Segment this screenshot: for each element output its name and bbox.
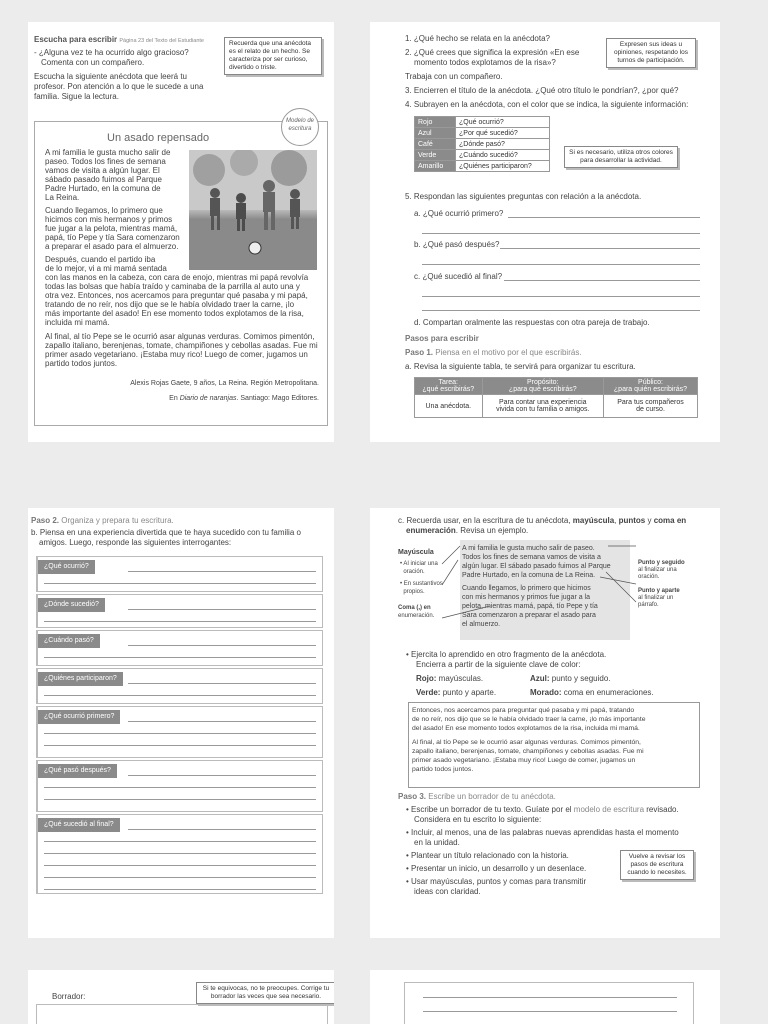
story-line: Al final, al tío Pepe se le ocurrió asar algunas verduras. Comimos pimentón, xyxy=(45,332,315,341)
note-mistakes: Si te equivocas, no te preocupes. Corrige tu borrador las veces que sea necesario. xyxy=(196,982,334,1004)
story-line: fue jugar a la pelota, mientras mamá, xyxy=(45,224,178,233)
answer-line[interactable] xyxy=(44,621,316,622)
question-5b: b. ¿Qué pasó después? xyxy=(414,240,500,249)
example-line: Todos los fines de semana vamos de visita a xyxy=(462,554,601,561)
color-key-table xyxy=(414,116,550,172)
example-line: Padre Hurtado, en la comuna de La Reina. xyxy=(462,572,596,579)
answer-line[interactable] xyxy=(128,609,316,610)
story-line: primer asado vegetariano. ¡Estaba muy rico! Luego de comer, jugamos un xyxy=(45,350,308,359)
label-mayuscula: Mayúscula xyxy=(398,549,434,556)
answer-line[interactable] xyxy=(44,787,316,788)
example-line: pelota, mientras mamá, papá, tío Pepe y tía xyxy=(462,603,598,610)
intro-line-2: profesor. Pon atención a lo que le sucede a una xyxy=(34,82,204,91)
answer-line[interactable] xyxy=(128,571,316,572)
question-4: 4. Subrayen en la anécdota, con el color que se indica, la siguiente información: xyxy=(405,100,689,109)
story-line: Cuando llegamos, lo primero que xyxy=(45,206,163,215)
story-line: todas las bolsas que había traído y caminaba de la parrilla al auto una y xyxy=(45,282,300,291)
fragment-line: del asado! En ese momento todos explotamos de la risa, incluida mi mamá. xyxy=(412,725,640,732)
punctuation-instruction: c. Recuerda usar, en la escritura de tu anécdota, mayúscula, puntos y coma en xyxy=(398,516,687,525)
answer-line[interactable] xyxy=(128,829,316,830)
answer-line[interactable] xyxy=(44,841,316,842)
color-question: ¿Quiénes participaron? xyxy=(456,161,550,172)
story-line: con las manos en la cabeza, con cara de enojo, mientras mi papá revolvía xyxy=(45,273,309,282)
answer-line[interactable] xyxy=(128,721,316,722)
question-1: - ¿Alguna vez te ha ocurrido algo gracioso? xyxy=(34,48,189,57)
answer-line[interactable] xyxy=(44,745,316,746)
answer-line[interactable] xyxy=(44,657,316,658)
question-5a: a. ¿Qué ocurrió primero? xyxy=(414,209,504,218)
draft-area[interactable] xyxy=(36,1004,328,1024)
example-line: Cuando llegamos, lo primero que hicimos xyxy=(462,585,591,592)
fragment-line: zapallo italiano, berenjenas, tomate, champiñones y cebollas asadas. Fue mi xyxy=(412,748,644,755)
answer-box-label: ¿Cuándo pasó? xyxy=(38,634,100,648)
answer-box xyxy=(36,594,323,628)
story-line: zapallo italiano, berenjenas, tomate, champiñones y cebollas asadas. Fue mi xyxy=(45,341,318,350)
question-1: 1. ¿Qué hecho se relata en la anécdota? xyxy=(405,34,550,43)
answer-line[interactable] xyxy=(44,865,316,866)
story-line: La Reina. xyxy=(45,193,80,202)
color-key-row xyxy=(415,161,550,172)
color-key-row xyxy=(415,150,550,161)
example-line: el almuerzo. xyxy=(462,621,501,628)
question-2: 2. ¿Qué crees que significa la expresión «En ese xyxy=(405,48,580,57)
color-question: ¿Dónde pasó? xyxy=(456,139,550,150)
heading-reference: Página 23 del Texto del Estudiante xyxy=(119,38,204,44)
label-punto-aparte-desc: al finalizar un párrafo. xyxy=(638,595,674,608)
example-line: A mi familia le gusta mucho salir de paseo. xyxy=(462,545,595,552)
draft-bullet-3: • Plantear un título relacionado con la historia. xyxy=(406,851,569,860)
story-author: Alexis Rojas Gaete, 9 años, La Reina. Región Metropolitana. xyxy=(130,380,319,387)
draft-bullet-5: • Usar mayúsculas, puntos y comas para transmitir xyxy=(406,877,587,886)
answer-line[interactable] xyxy=(44,799,316,800)
example-line: Sara comenzaron a preparar el asado para xyxy=(462,612,596,619)
answer-line[interactable] xyxy=(128,645,316,646)
color-name: Verde xyxy=(415,150,456,161)
step-2b: b. Piensa en una experiencia divertida que te haya sucedido con tu familia o xyxy=(31,528,301,537)
story-box xyxy=(34,118,328,426)
draft-label: Borrador: xyxy=(52,992,86,1001)
draft-bullet-2: • Incluir, al menos, una de las palabras nuevas aprendidas hasta el momento xyxy=(406,828,679,837)
exercise-instruction-cont: Encierra a partir de la siguiente clave de color: xyxy=(416,660,581,669)
draft-bullet-1-cont: Considera en tu escrito lo siguiente: xyxy=(414,815,542,824)
color-key-row xyxy=(415,128,550,139)
answer-box-label: ¿Qué pasó después? xyxy=(38,764,117,778)
color-question: ¿Cuándo sucedió? xyxy=(456,150,550,161)
writing-plan-table: Tarea: ¿qué escribirás? Propósito: ¿para qué escribirás? Público: ¿para quién escribirás? Una anécdota. Para contar una experiencia vivida con tu familia o amigos. Para tus compañeros de curso. xyxy=(414,377,698,418)
answer-line[interactable] xyxy=(128,775,316,776)
answer-box xyxy=(36,630,323,666)
color-name: Azul xyxy=(415,128,456,139)
story-line: vamos de visita a algún lugar. El xyxy=(45,166,160,175)
answer-box xyxy=(36,556,323,592)
fragment-line: Entonces, nos acercamos para preguntar qué pasaba y mi papá, tratando xyxy=(412,707,635,714)
answer-box-label: ¿Qué ocurrió? xyxy=(38,560,95,574)
question-5d: d. Compartan oralmente las respuestas con otra pareja de trabajo. xyxy=(414,318,650,327)
key-green: Verde: punto y aparte. xyxy=(416,688,497,697)
answer-line[interactable] xyxy=(128,683,316,684)
label-punto-seguido-desc: al finalizar una oración. xyxy=(638,567,677,580)
key-blue: Azul: punto y seguido. xyxy=(530,674,611,683)
story-line: más importante del asado! En ese momento todos explotamos de la risa, xyxy=(45,309,304,318)
draft-bullet-1: • Escribe un borrador de tu texto. Guíate por el modelo de escritura revisado. xyxy=(406,805,679,814)
color-question: ¿Por qué sucedió? xyxy=(456,128,550,139)
story-line: paseo. Todos los fines de semana xyxy=(45,157,166,166)
example-line: con mis hermanos y primos fue jugar a la xyxy=(462,594,590,601)
intro-line-1: Escucha la siguiente anécdota que leerá tu xyxy=(34,72,187,81)
fragment-line: Al final, al tío Pepe se le ocurrió asar algunas verduras. Comimos pimentón, xyxy=(412,739,641,746)
fragment-line: primer asado vegetariano. ¡Estaba muy rico! Luego de comer, jugamos un xyxy=(412,757,636,764)
story-line: partido todos juntos. xyxy=(45,359,118,368)
note-opinions: Expresen sus ideas u opiniones, respetando los turnos de participación. xyxy=(606,38,696,68)
intro-line-3: familia. Sigue la lectura. xyxy=(34,92,119,101)
story-line: a preparar el asado para el almuerzo. xyxy=(45,242,179,251)
label-punto-seguido: Punto y seguido xyxy=(638,560,685,566)
answer-line[interactable] xyxy=(44,733,316,734)
color-key-row xyxy=(415,117,550,128)
page-3 xyxy=(28,508,334,938)
story-line: hicimos con mis hermanos y primos xyxy=(45,215,173,224)
exercise-instruction: • Ejercita lo aprendido en otro fragmento de la anécdota. xyxy=(406,650,607,659)
story-title: Un asado repensado xyxy=(107,132,210,144)
question-3: 3. Encierren el título de la anécdota. ¿Qué otro título le pondrían?, ¿por qué? xyxy=(405,86,679,95)
section-heading: Escucha para escribir xyxy=(34,35,118,44)
story-line: incluida mi mamá. xyxy=(45,318,110,327)
draft-area-2[interactable] xyxy=(404,982,694,1024)
color-name: Rojo xyxy=(415,117,456,128)
answer-box-label: ¿Qué sucedió al final? xyxy=(38,818,120,832)
answer-line[interactable] xyxy=(44,877,316,878)
color-name: Café xyxy=(415,139,456,150)
answer-line[interactable] xyxy=(44,853,316,854)
answer-line[interactable] xyxy=(44,695,316,696)
note-colors: Si es necesario, utiliza otros colores para desarrollar la actividad. xyxy=(564,146,678,168)
answer-box-label: ¿Quiénes participaron? xyxy=(38,672,123,686)
color-question: ¿Qué ocurrió? xyxy=(456,117,550,128)
draft-bullet-2-cont: en la unidad. xyxy=(414,838,460,847)
question-5c: c. ¿Qué sucedió al final? xyxy=(414,272,503,281)
key-red: Rojo: mayúsculas. xyxy=(416,674,484,683)
story-line: tratando de no reír, nos dijo que se le había olvidado traer la carne, ¡lo xyxy=(45,300,295,309)
story-line: A mi familia le gusta mucho salir de xyxy=(45,148,171,157)
question-1b: Comenta con un compañero. xyxy=(41,58,145,67)
answer-line[interactable] xyxy=(44,583,316,584)
color-name: Amarillo xyxy=(415,161,456,172)
step-2b-cont: amigos. Luego, responde las siguientes interrogantes: xyxy=(39,538,232,547)
answer-box-label: ¿Qué ocurrió primero? xyxy=(38,710,120,724)
story-line: de lo mejor, vi a mi mamá sentada xyxy=(45,264,167,273)
step-1a: a. Revisa la siguiente tabla, te servirá para organizar tu escritura. xyxy=(405,362,636,371)
annotation-lines xyxy=(430,538,640,628)
draft-bullet-4: • Presentar un inicio, un desarrollo y un desenlace. xyxy=(406,864,587,873)
color-key-row xyxy=(415,139,550,150)
steps-heading: Pasos para escribir xyxy=(405,334,479,343)
answer-box xyxy=(36,814,323,894)
answer-line[interactable] xyxy=(44,889,316,890)
step-1: Paso 1. Piensa en el motivo por el que escribirás. xyxy=(405,348,582,357)
question-5: 5. Respondan las siguientes preguntas con relación a la anécdota. xyxy=(405,192,642,201)
answer-box xyxy=(36,668,323,704)
story-line: sábado pasado fuimos al Parque xyxy=(45,175,162,184)
story-line: Después, cuando el partido iba xyxy=(45,255,156,264)
note-review-steps: Vuelve a revisar los pasos de escritura cuando lo necesites. xyxy=(620,850,694,880)
step-2: Paso 2. Organiza y prepara tu escritura. xyxy=(31,516,174,525)
page-5 xyxy=(28,970,334,1024)
answer-box xyxy=(36,760,323,812)
question-2-cont: momento todos explotamos de la risa»? xyxy=(414,58,556,67)
label-punto-aparte: Punto y aparte xyxy=(638,588,680,594)
fragment-line: de no reír, nos dijo que se le había olvidado traer la carne, ¡lo más importante xyxy=(412,716,646,723)
story-photo xyxy=(189,150,317,270)
model-badge: Modelo de escritura xyxy=(281,108,319,146)
story-source: En Diario de naranjas. Santiago: Mago Editores. xyxy=(169,395,319,402)
note-anecdote: Recuerda que una anécdota es el relato de un hecho. Se caracteriza por ser curioso, divertido o triste. xyxy=(224,37,322,75)
example-line: algún lugar. El sábado pasado fuimos al Parque xyxy=(462,563,611,570)
label-may-1: • Al iniciar una oración. xyxy=(400,561,438,575)
page-6 xyxy=(370,970,720,1024)
page-2 xyxy=(370,22,720,442)
step-3: Paso 3. Escribe un borrador de tu anécdota. xyxy=(398,792,556,801)
story-line: otra vez. Entonces, nos acercamos para preguntar qué pasaba y mi papá, xyxy=(45,291,308,300)
key-purple: Morado: coma en enumeraciones. xyxy=(530,688,654,697)
fragment-line: partido todos juntos. xyxy=(412,766,474,773)
pair-instruction: Trabaja con un compañero. xyxy=(405,72,503,81)
page-4 xyxy=(370,508,720,938)
story-line: Padre Hurtado, en la comuna de xyxy=(45,184,161,193)
punctuation-instruction-cont: enumeración. Revisa un ejemplo. xyxy=(406,526,529,535)
answer-box-label: ¿Dónde sucedió? xyxy=(38,598,105,612)
answer-box xyxy=(36,706,323,758)
label-may-2: • En sustantivos propios. xyxy=(400,581,443,595)
story-line: papá, tío Pepe y tía Sara comenzaron xyxy=(45,233,180,242)
draft-bullet-5-cont: ideas con claridad. xyxy=(414,887,481,896)
label-coma: Coma (,) en enumeración. xyxy=(398,605,435,619)
page-1 xyxy=(28,22,334,442)
